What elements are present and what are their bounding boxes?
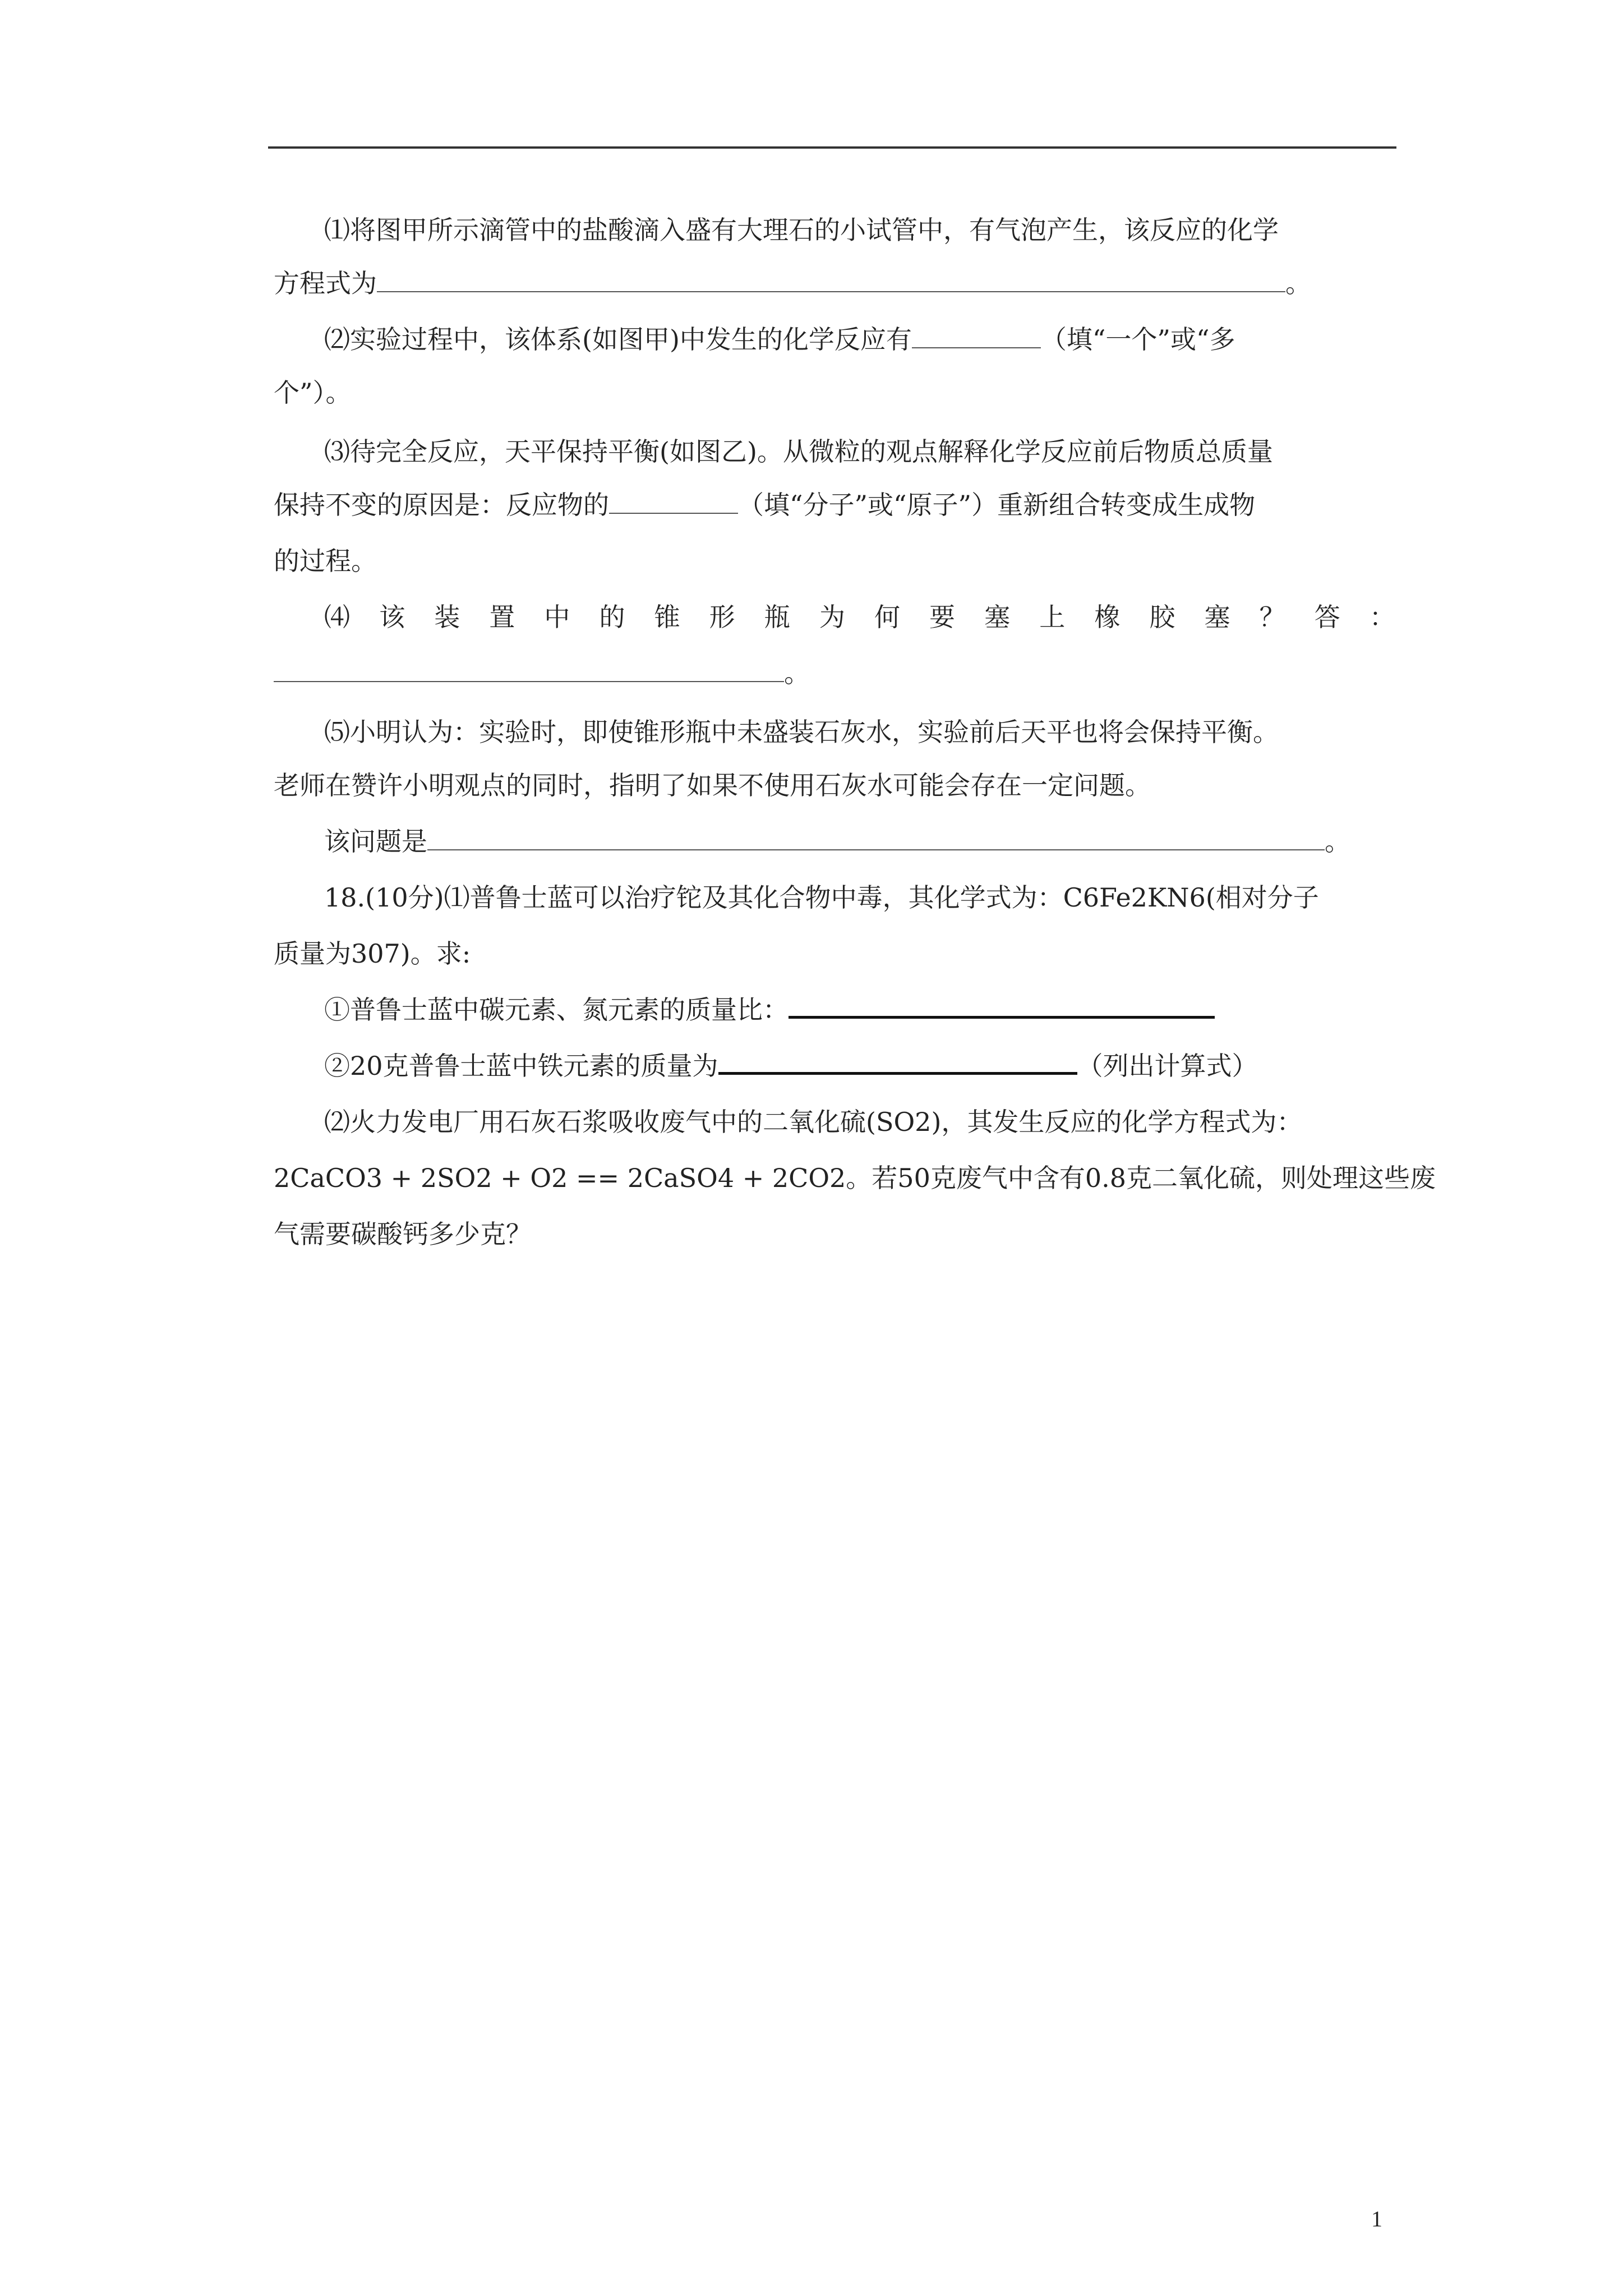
q17-part4-char: 答: [1314, 602, 1340, 632]
answer-blank-stopper-reason[interactable]: [274, 656, 784, 682]
q17-part3-line2: [274, 488, 1255, 522]
q18-sub2-suffix: （列出计算式）: [1077, 1051, 1258, 1081]
q17-part4-char: 形: [709, 602, 735, 632]
q18-part2-line1: ⑵火力发电厂用石灰石浆吸收废气中的二氧化硫(SO2)，其发生反应的化学方程式为：: [324, 1107, 1303, 1137]
q17-part3-line3: 的过程。: [274, 546, 377, 576]
q17-part4-char: 塞: [984, 602, 1011, 632]
q18-sub1-prefix: ①普鲁士蓝中碳元素、氮元素的质量比：: [324, 995, 789, 1025]
q17-part4-suffix: 。: [784, 658, 810, 688]
q17-part4-char: 上: [1039, 602, 1066, 632]
q17-part2-line2: 个”）。: [274, 378, 352, 408]
q17-part4-char: 的: [599, 602, 625, 632]
q17-part3-line1: ⑶待完全反应，天平保持平衡(如图乙)。从微粒的观点解释化学反应前后物质总质量: [324, 436, 1273, 467]
q18-sub1: [324, 993, 1215, 1027]
q17-part5-line3: [324, 825, 1350, 858]
q17-part3-prefix: 保持不变的原因是：反应物的: [274, 490, 609, 520]
answer-blank-equation[interactable]: [377, 266, 1285, 292]
q17-part4-char: 为: [819, 602, 845, 632]
answer-blank-iron-mass[interactable]: [718, 1050, 1077, 1075]
q17-part4-char: 瓶: [764, 602, 790, 632]
q17-part4-char: 要: [929, 602, 956, 632]
q17-part2-prefix: ⑵实验过程中，该体系(如图甲)中发生的化学反应有: [324, 324, 912, 355]
q17-part2-line1: [324, 323, 1235, 356]
q17-part4-char: 胶: [1149, 602, 1175, 632]
q17-part4-char: 该: [379, 602, 405, 632]
q18-part2-line3: 气需要碳酸钙多少克？: [274, 1219, 532, 1249]
q17-part5-suffix: 。: [1325, 826, 1350, 857]
q18-line1: 18.(10分)⑴普鲁士蓝可以治疗铊及其化合物中毒，其化学式为：C6Fe2KN6(相对分子: [324, 882, 1319, 913]
answer-blank-problem[interactable]: [427, 825, 1325, 850]
q17-part5-line2: 老师在赞许小明观点的同时，指明了如果不使用石灰水可能会存在一定问题。: [274, 770, 1151, 800]
q17-part4-char: 橡: [1094, 602, 1121, 632]
q17-part3-suffix: （填“分子”或“原子”）重新组合转变成生成物: [738, 490, 1256, 520]
q17-part4-char: 何: [874, 602, 900, 632]
header-rule: [268, 146, 1396, 149]
q18-sub2-prefix: ②20克普鲁士蓝中铁元素的质量为: [324, 1051, 718, 1081]
q17-part4-char: ？: [1259, 602, 1285, 632]
q18-part2-line2: 2CaCO3 + 2SO2 + O2 == 2CaSO4 + 2CO2。若50克废气中含有0.8克二氧化硫，则处理这些废: [274, 1163, 1436, 1193]
q17-part5-line1: ⑸小明认为：实验时，即使锥形瓶中未盛装石灰水，实验前后天平也将会保持平衡。: [324, 717, 1279, 747]
q17-part1-line1: ⑴将图甲所示滴管中的盐酸滴入盛有大理石的小试管中，有气泡产生，该反应的化学: [324, 215, 1279, 245]
q17-part4-line1: [324, 600, 1395, 634]
q17-part4-line2: [274, 656, 810, 690]
q17-part4-char: ：: [1369, 602, 1395, 632]
q17-part1-prefix: 方程式为: [274, 268, 377, 298]
q17-part1-suffix: 。: [1285, 268, 1311, 298]
q17-part4-char: 中: [544, 602, 570, 632]
q17-part4-char: 置: [489, 602, 515, 632]
answer-blank-reaction-count[interactable]: [912, 323, 1041, 348]
page-number: 1: [1371, 2206, 1382, 2231]
answer-blank-particle[interactable]: [609, 488, 738, 514]
q17-part4-char: 塞: [1204, 602, 1230, 632]
q17-part4-char: ⑷: [324, 602, 350, 632]
answer-blank-mass-ratio[interactable]: [789, 993, 1215, 1019]
q17-part4-char: 锥: [654, 602, 680, 632]
q18-sub2: [324, 1049, 1258, 1083]
q17-part1-line2: [274, 266, 1311, 300]
q18-line2: 质量为307)。求:: [274, 938, 471, 969]
q17-part4-char: 装: [434, 602, 460, 632]
q17-part2-suffix: （填“一个”或“多: [1040, 324, 1235, 355]
q17-part5-prefix: 该问题是: [324, 826, 427, 857]
